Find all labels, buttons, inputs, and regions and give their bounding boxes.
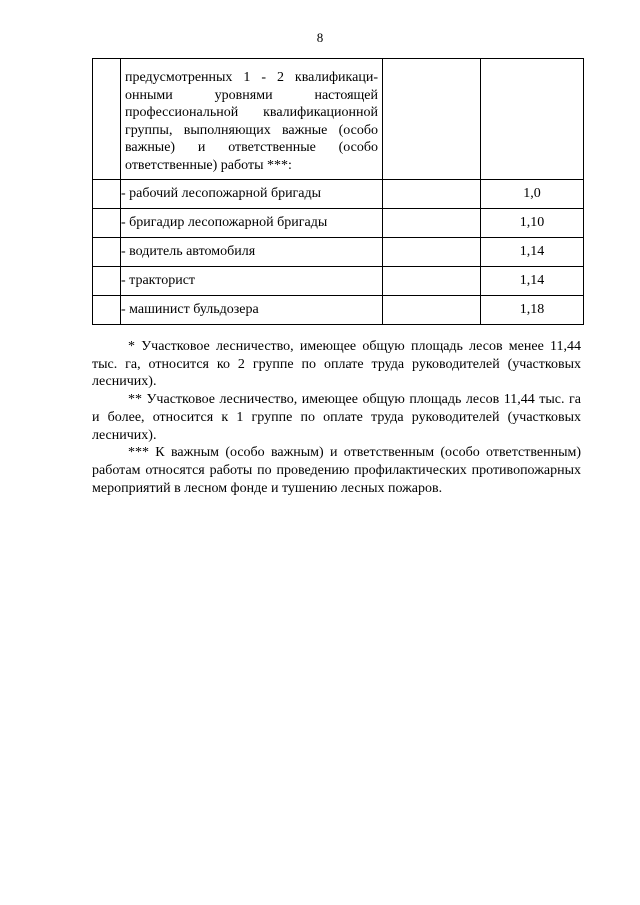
table-row-label: - рабочий лесопожарной бригады bbox=[121, 180, 383, 209]
table-row bbox=[93, 238, 584, 267]
table-cell-empty bbox=[383, 238, 481, 267]
table-row-value: 1,0 bbox=[481, 180, 584, 209]
table-cell-empty bbox=[383, 59, 481, 180]
table-row-value: 1,18 bbox=[481, 296, 584, 325]
page-number: 8 bbox=[316, 30, 324, 45]
footnote-1: * Участковое лесничество, имеющее общую площадь лесов менее 11,44 тыс. га, относится ко 2 группе по оплате труда руководителей (участковых лесничих). bbox=[92, 339, 581, 390]
table-row bbox=[93, 209, 584, 238]
table-cell-empty bbox=[383, 267, 481, 296]
table-cell-empty bbox=[383, 180, 481, 209]
table-row-label: - тракторист bbox=[121, 267, 383, 296]
table-cell-empty bbox=[93, 59, 121, 180]
footnotes bbox=[92, 338, 581, 497]
table-header-cell bbox=[121, 59, 383, 180]
table-cell-empty bbox=[481, 59, 584, 180]
coefficient-table bbox=[92, 58, 584, 325]
table-row bbox=[93, 296, 584, 325]
table-row-value: 1,14 bbox=[481, 267, 584, 296]
table-cell-empty bbox=[93, 296, 121, 325]
table-row-label: - водитель автомобиля bbox=[121, 238, 383, 267]
footnote-3: *** К важным (особо важным) и ответственным (особо ответственным) работам относятся работы по проведению профилактических противопожарных мероприятий в лесном фонде и тушению лесных пожаров. bbox=[92, 445, 581, 496]
table-header-text: предусмотренных 1 - 2 квалификационными уровнями настоящей профессиональной квалификационной группы, выполняющих важные (особо важные) и ответственные (особо ответственные) работы ***: bbox=[125, 70, 378, 173]
table-cell-empty bbox=[93, 180, 121, 209]
table-row-label: - машинист бульдозера bbox=[121, 296, 383, 325]
table-cell-empty bbox=[383, 209, 481, 238]
table-cell-empty bbox=[93, 209, 121, 238]
table-cell-empty bbox=[93, 267, 121, 296]
table-row bbox=[93, 180, 584, 209]
table-cell-empty bbox=[383, 296, 481, 325]
table-cell-empty bbox=[93, 238, 121, 267]
table-header-row bbox=[93, 59, 584, 180]
table-row-label: - бригадир лесопожарной бригады bbox=[121, 209, 383, 238]
table-row bbox=[93, 267, 584, 296]
table-row-value: 1,14 bbox=[481, 238, 584, 267]
footnote-2: ** Участковое лесничество, имеющее общую площадь лесов 11,44 тыс. га и более, относится к 1 группе по оплате труда руководителей (участковых лесничих). bbox=[92, 392, 581, 443]
table-row-value: 1,10 bbox=[481, 209, 584, 238]
